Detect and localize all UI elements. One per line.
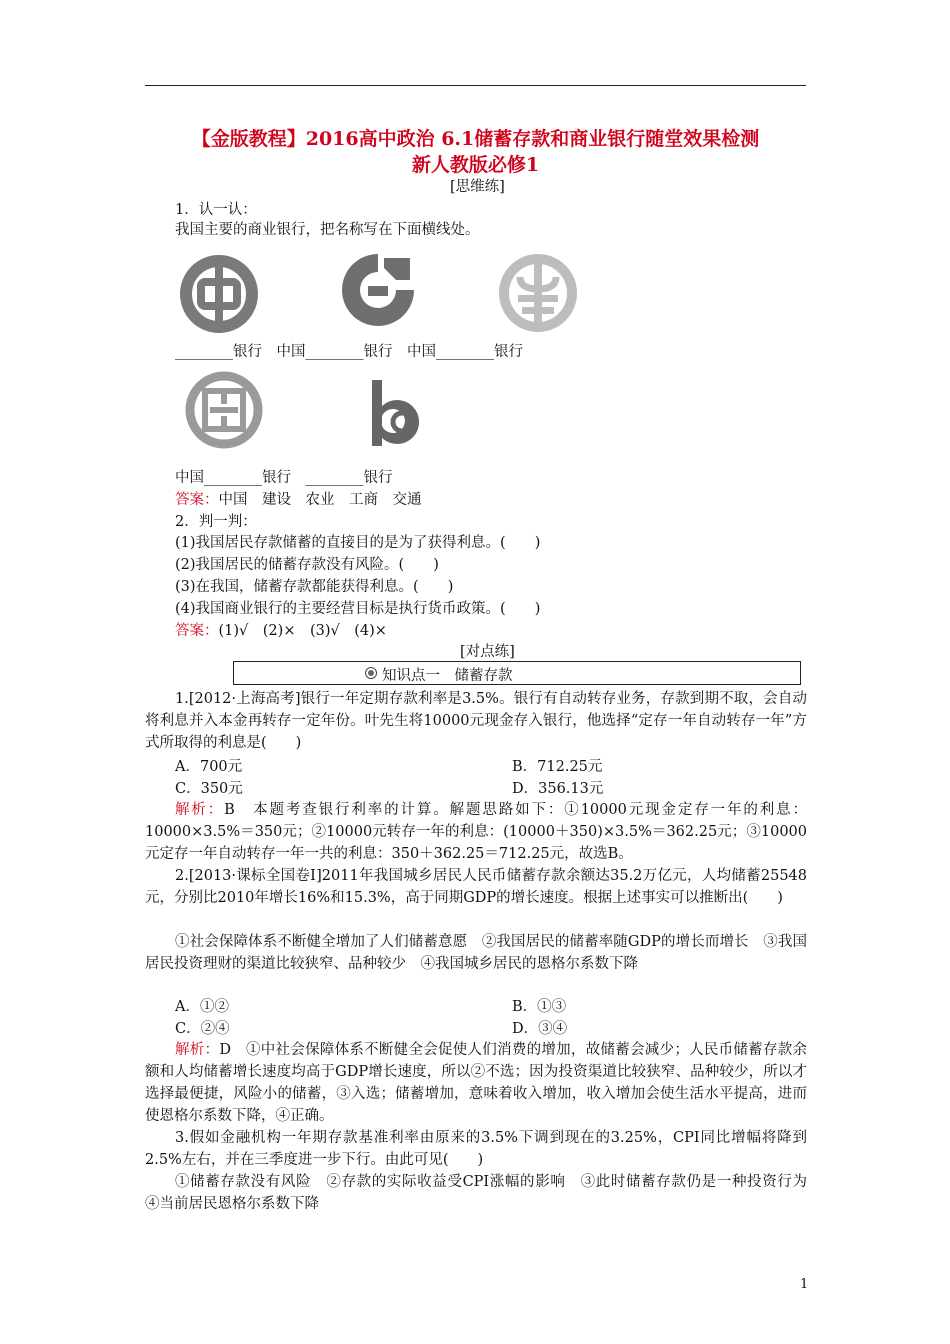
analysis-text: D ①中社会保障体系不断健全会促使人们消费的增加，故储蓄会减少；人民币储蓄存款余额和人均储蓄增长速度均高于GDP增长速度，所以②不选；因为投资渠道比较狭窄、品种较少，所以才选择最便捷，风险小的储蓄，③入选；储蓄增加，意味着收入增加，收入增加会使生活水平提高，进而使恩格尔系数下降，④正确。	[145, 1042, 807, 1124]
section-think: [思维练]	[450, 179, 505, 195]
analysis-label: 解析：	[175, 1042, 220, 1058]
answer-label: 答案：	[175, 492, 219, 508]
p1-option-d: D．356.13元	[512, 781, 604, 797]
answer-label: 答案：	[175, 623, 219, 639]
page-number: 1	[800, 1277, 809, 1292]
q1-blank-row2: 中国________银行 ________银行	[175, 470, 393, 486]
p1-stem: 1.[2012·上海高考]银行一年定期存款利率是3.5%。银行有自动转存业务，存款到期不取，会自动将利息并入本金再转存一定年份。叶先生将10000元现金存入银行，他选择“定存一年自动转存一年”方式所取得的利息是( )	[145, 691, 807, 751]
section-practice: [对点练]	[460, 644, 515, 660]
p2-option-b: B．①③	[512, 999, 567, 1015]
p2-analysis	[145, 1039, 807, 1127]
p2-option-a: A．①②	[175, 999, 229, 1015]
p3-stem: 3.假如金融机构一年期存款基准利率由原来的3.5%下调到现在的3.25%，CPI同比增幅将降到2.5%左右，并在三季度进一步下行。由此可见( )	[145, 1130, 807, 1168]
q2-heading: 2．判一判：	[175, 514, 257, 530]
p2-choices: ①社会保障体系不断健全增加了人们储蓄意愿 ②我国居民的储蓄率随GDP的增长而增长 ③我国居民投资理财的渠道比较狭窄、品种较少 ④我国城乡居民的恩格尔系数下降	[145, 934, 807, 972]
document-title-line2: 新人教版必修1	[411, 154, 540, 176]
q1-blank-row1: ________银行 中国________银行 中国________银行	[175, 344, 523, 360]
bank-of-china-logo-icon	[180, 255, 258, 333]
analysis-text: B 本题考查银行利率的计算。解题思路如下：①10000元现金定存一年的利息：10000×3.5%＝350元；②10000元转存一年的利息：(10000＋350)×3.5%＝362.25元；③10000元定存一年自动转存一年一共的利息：350＋362.25＝712.25元，故选B。	[145, 802, 808, 862]
q2-item-3: (3)在我国，储蓄存款都能获得利息。( )	[175, 579, 454, 595]
answer-text: 中国 建设 农业 工商 交通	[218, 492, 422, 508]
p1-option-c: C．350元	[175, 781, 243, 797]
china-construction-bank-logo-icon	[338, 250, 418, 330]
q2-item-2: (2)我国居民的储蓄存款没有风险。( )	[175, 557, 439, 573]
header-rule	[145, 85, 806, 86]
bank-of-communications-logo-icon	[366, 378, 436, 450]
p2-stem: 2.[2013·课标全国卷Ⅰ]2011年我国城乡居民人民币储蓄存款余额达35.2万亿元，人均储蓄25548元，分别比2010年增长16%和15.3%，高于同期GDP的增长速度。根据上述事实可以推断出( )	[145, 868, 807, 906]
answer-text: (1)√ (2)× (3)√ (4)×	[218, 623, 387, 639]
analysis-label: 解析：	[175, 802, 225, 818]
bullet-icon	[365, 667, 377, 679]
document-title-line1: 【金版教程】2016高中政治 6.1储蓄存款和商业银行随堂效果检测	[191, 128, 760, 150]
q2-item-1: (1)我国居民存款储蓄的直接目的是为了获得利息。( )	[175, 535, 541, 551]
q1-answer	[175, 488, 422, 509]
knowledge-point-box	[233, 661, 801, 685]
icbc-logo-icon	[184, 370, 264, 450]
q2-answer	[175, 619, 387, 640]
agricultural-bank-logo-icon	[498, 253, 578, 333]
p3-choices: ①储蓄存款没有风险 ②存款的实际收益受CPI涨幅的影响 ③此时储蓄存款仍是一种投资行为 ④当前居民恩格尔系数下降	[145, 1174, 822, 1212]
p1-option-b: B．712.25元	[512, 759, 603, 775]
p1-analysis	[145, 799, 807, 865]
knowledge-point-label: 知识点一 储蓄存款	[382, 668, 513, 684]
p2-option-d: D．③④	[512, 1021, 568, 1037]
p2-option-c: C．②④	[175, 1021, 230, 1037]
q1-heading: 1．认一认：	[175, 202, 257, 218]
q2-item-4: (4)我国商业银行的主要经营目标是执行货币政策。( )	[175, 601, 541, 617]
q1-prompt: 我国主要的商业银行，把名称写在下面横线处。	[175, 222, 480, 238]
p1-option-a: A．700元	[175, 759, 243, 775]
